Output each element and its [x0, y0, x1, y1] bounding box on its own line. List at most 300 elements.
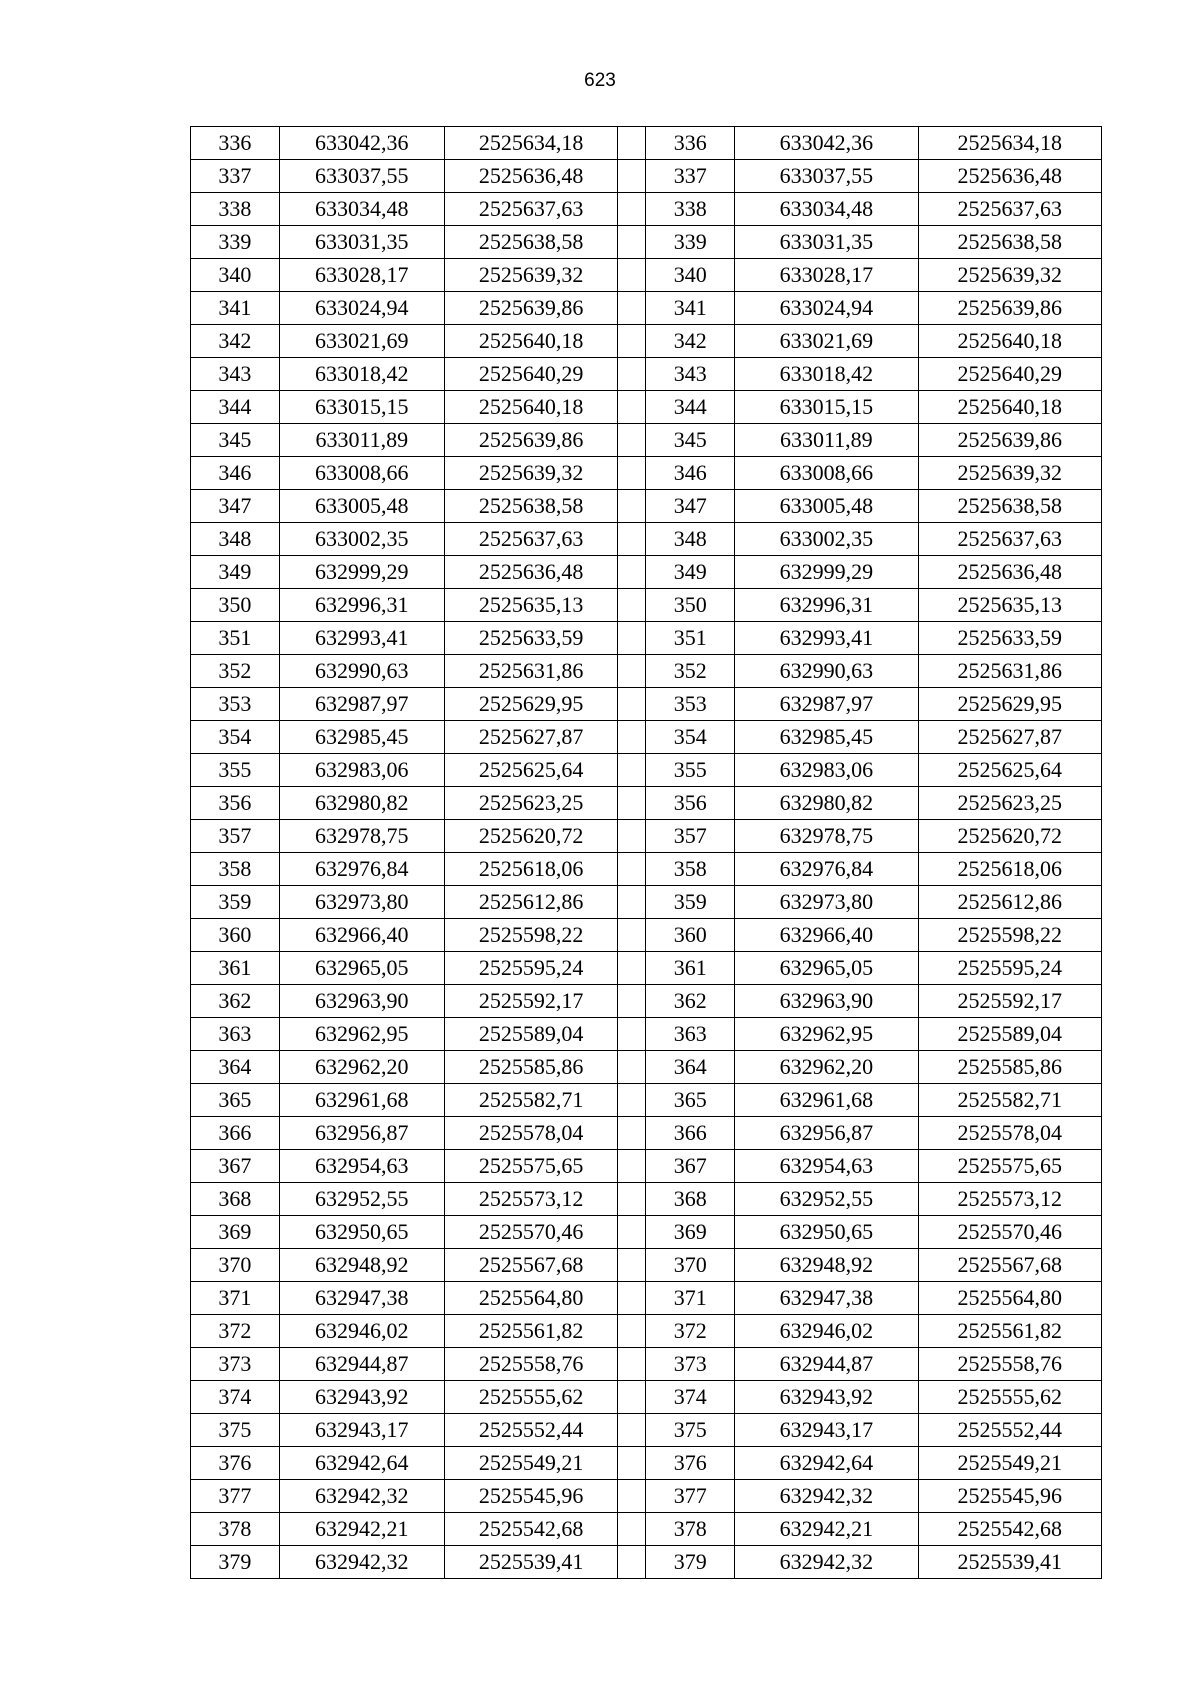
right-point-number: 361	[646, 952, 735, 985]
right-point-number: 359	[646, 886, 735, 919]
table-row	[191, 1381, 1102, 1414]
left-x-coordinate: 633024,94	[279, 292, 444, 325]
right-x-coordinate: 632966,40	[735, 919, 918, 952]
left-x-coordinate: 632963,90	[279, 985, 444, 1018]
left-y-coordinate: 2525631,86	[444, 655, 617, 688]
right-point-number: 348	[646, 523, 735, 556]
left-y-coordinate: 2525639,86	[444, 292, 617, 325]
right-x-coordinate: 633008,66	[735, 457, 918, 490]
right-point-number: 347	[646, 490, 735, 523]
right-y-coordinate: 2525627,87	[918, 721, 1101, 754]
right-y-coordinate: 2525638,58	[918, 226, 1101, 259]
left-x-coordinate: 632962,20	[279, 1051, 444, 1084]
left-x-coordinate: 632954,63	[279, 1150, 444, 1183]
right-y-coordinate: 2525612,86	[918, 886, 1101, 919]
table-row	[191, 226, 1102, 259]
table-row	[191, 886, 1102, 919]
right-point-number: 336	[646, 127, 735, 160]
left-point-number: 355	[191, 754, 280, 787]
left-x-coordinate: 633005,48	[279, 490, 444, 523]
right-y-coordinate: 2525549,21	[918, 1447, 1101, 1480]
column-gap	[618, 325, 646, 358]
right-y-coordinate: 2525585,86	[918, 1051, 1101, 1084]
right-point-number: 370	[646, 1249, 735, 1282]
table-row	[191, 853, 1102, 886]
table-row	[191, 1249, 1102, 1282]
left-y-coordinate: 2525637,63	[444, 193, 617, 226]
right-point-number: 340	[646, 259, 735, 292]
left-y-coordinate: 2525589,04	[444, 1018, 617, 1051]
right-y-coordinate: 2525640,29	[918, 358, 1101, 391]
column-gap	[618, 1414, 646, 1447]
right-y-coordinate: 2525638,58	[918, 490, 1101, 523]
right-x-coordinate: 633024,94	[735, 292, 918, 325]
column-gap	[618, 1315, 646, 1348]
right-x-coordinate: 633011,89	[735, 424, 918, 457]
right-x-coordinate: 632946,02	[735, 1315, 918, 1348]
table-row	[191, 127, 1102, 160]
left-point-number: 367	[191, 1150, 280, 1183]
left-x-coordinate: 633002,35	[279, 523, 444, 556]
right-x-coordinate: 632956,87	[735, 1117, 918, 1150]
left-y-coordinate: 2525633,59	[444, 622, 617, 655]
column-gap	[618, 787, 646, 820]
left-point-number: 364	[191, 1051, 280, 1084]
right-y-coordinate: 2525635,13	[918, 589, 1101, 622]
left-point-number: 372	[191, 1315, 280, 1348]
right-x-coordinate: 633037,55	[735, 160, 918, 193]
right-y-coordinate: 2525598,22	[918, 919, 1101, 952]
table-row	[191, 1084, 1102, 1117]
left-x-coordinate: 633011,89	[279, 424, 444, 457]
left-y-coordinate: 2525638,58	[444, 226, 617, 259]
left-point-number: 378	[191, 1513, 280, 1546]
left-x-coordinate: 632999,29	[279, 556, 444, 589]
right-x-coordinate: 632978,75	[735, 820, 918, 853]
left-y-coordinate: 2525539,41	[444, 1546, 617, 1579]
left-point-number: 368	[191, 1183, 280, 1216]
left-y-coordinate: 2525639,32	[444, 457, 617, 490]
right-y-coordinate: 2525636,48	[918, 160, 1101, 193]
right-y-coordinate: 2525639,86	[918, 292, 1101, 325]
table-row	[191, 292, 1102, 325]
column-gap	[618, 1513, 646, 1546]
right-x-coordinate: 633031,35	[735, 226, 918, 259]
left-x-coordinate: 632962,95	[279, 1018, 444, 1051]
table-row	[191, 259, 1102, 292]
right-x-coordinate: 632942,32	[735, 1546, 918, 1579]
left-point-number: 370	[191, 1249, 280, 1282]
left-x-coordinate: 632942,21	[279, 1513, 444, 1546]
column-gap	[618, 1348, 646, 1381]
left-x-coordinate: 632952,55	[279, 1183, 444, 1216]
right-point-number: 338	[646, 193, 735, 226]
right-x-coordinate: 632976,84	[735, 853, 918, 886]
left-y-coordinate: 2525549,21	[444, 1447, 617, 1480]
right-x-coordinate: 632942,32	[735, 1480, 918, 1513]
right-y-coordinate: 2525618,06	[918, 853, 1101, 886]
table-row	[191, 490, 1102, 523]
left-y-coordinate: 2525545,96	[444, 1480, 617, 1513]
right-x-coordinate: 632961,68	[735, 1084, 918, 1117]
right-point-number: 379	[646, 1546, 735, 1579]
column-gap	[618, 655, 646, 688]
right-point-number: 368	[646, 1183, 735, 1216]
left-point-number: 361	[191, 952, 280, 985]
right-point-number: 342	[646, 325, 735, 358]
right-x-coordinate: 632993,41	[735, 622, 918, 655]
left-x-coordinate: 633008,66	[279, 457, 444, 490]
left-point-number: 375	[191, 1414, 280, 1447]
left-point-number: 350	[191, 589, 280, 622]
coordinates-table	[190, 126, 1102, 1579]
column-gap	[618, 457, 646, 490]
column-gap	[618, 259, 646, 292]
right-point-number: 349	[646, 556, 735, 589]
left-point-number: 349	[191, 556, 280, 589]
left-y-coordinate: 2525575,65	[444, 1150, 617, 1183]
right-y-coordinate: 2525558,76	[918, 1348, 1101, 1381]
column-gap	[618, 853, 646, 886]
left-x-coordinate: 632950,65	[279, 1216, 444, 1249]
left-y-coordinate: 2525542,68	[444, 1513, 617, 1546]
left-point-number: 345	[191, 424, 280, 457]
right-x-coordinate: 633028,17	[735, 259, 918, 292]
column-gap	[618, 1150, 646, 1183]
table-row	[191, 1480, 1102, 1513]
column-gap	[618, 424, 646, 457]
table-row	[191, 1513, 1102, 1546]
left-y-coordinate: 2525639,32	[444, 259, 617, 292]
left-point-number: 358	[191, 853, 280, 886]
right-y-coordinate: 2525582,71	[918, 1084, 1101, 1117]
left-x-coordinate: 632965,05	[279, 952, 444, 985]
left-point-number: 371	[191, 1282, 280, 1315]
left-point-number: 336	[191, 127, 280, 160]
table-row	[191, 391, 1102, 424]
right-y-coordinate: 2525640,18	[918, 391, 1101, 424]
left-x-coordinate: 632987,97	[279, 688, 444, 721]
right-y-coordinate: 2525629,95	[918, 688, 1101, 721]
right-y-coordinate: 2525633,59	[918, 622, 1101, 655]
left-y-coordinate: 2525567,68	[444, 1249, 617, 1282]
left-y-coordinate: 2525564,80	[444, 1282, 617, 1315]
right-y-coordinate: 2525620,72	[918, 820, 1101, 853]
column-gap	[618, 886, 646, 919]
right-point-number: 346	[646, 457, 735, 490]
left-x-coordinate: 632942,64	[279, 1447, 444, 1480]
right-point-number: 350	[646, 589, 735, 622]
table-row	[191, 1216, 1102, 1249]
left-y-coordinate: 2525558,76	[444, 1348, 617, 1381]
left-y-coordinate: 2525612,86	[444, 886, 617, 919]
left-point-number: 357	[191, 820, 280, 853]
right-x-coordinate: 632952,55	[735, 1183, 918, 1216]
left-x-coordinate: 632978,75	[279, 820, 444, 853]
right-point-number: 353	[646, 688, 735, 721]
table-row	[191, 160, 1102, 193]
column-gap	[618, 490, 646, 523]
left-x-coordinate: 632943,92	[279, 1381, 444, 1414]
right-point-number: 358	[646, 853, 735, 886]
left-x-coordinate: 632944,87	[279, 1348, 444, 1381]
right-point-number: 362	[646, 985, 735, 1018]
right-x-coordinate: 632942,64	[735, 1447, 918, 1480]
right-x-coordinate: 632990,63	[735, 655, 918, 688]
column-gap	[618, 556, 646, 589]
column-gap	[618, 688, 646, 721]
column-gap	[618, 985, 646, 1018]
right-x-coordinate: 632987,97	[735, 688, 918, 721]
column-gap	[618, 1216, 646, 1249]
left-point-number: 376	[191, 1447, 280, 1480]
table-row	[191, 556, 1102, 589]
left-point-number: 341	[191, 292, 280, 325]
left-point-number: 359	[191, 886, 280, 919]
right-x-coordinate: 633002,35	[735, 523, 918, 556]
column-gap	[618, 292, 646, 325]
table-row	[191, 787, 1102, 820]
left-x-coordinate: 632966,40	[279, 919, 444, 952]
left-point-number: 351	[191, 622, 280, 655]
right-point-number: 344	[646, 391, 735, 424]
left-point-number: 338	[191, 193, 280, 226]
left-y-coordinate: 2525627,87	[444, 721, 617, 754]
right-y-coordinate: 2525639,86	[918, 424, 1101, 457]
right-point-number: 367	[646, 1150, 735, 1183]
table-row	[191, 1282, 1102, 1315]
right-point-number: 364	[646, 1051, 735, 1084]
left-y-coordinate: 2525578,04	[444, 1117, 617, 1150]
left-y-coordinate: 2525640,18	[444, 391, 617, 424]
table-row	[191, 325, 1102, 358]
right-x-coordinate: 632943,92	[735, 1381, 918, 1414]
left-y-coordinate: 2525592,17	[444, 985, 617, 1018]
left-y-coordinate: 2525625,64	[444, 754, 617, 787]
right-y-coordinate: 2525637,63	[918, 523, 1101, 556]
right-point-number: 345	[646, 424, 735, 457]
table-row	[191, 985, 1102, 1018]
right-y-coordinate: 2525640,18	[918, 325, 1101, 358]
left-x-coordinate: 632942,32	[279, 1546, 444, 1579]
left-point-number: 337	[191, 160, 280, 193]
left-y-coordinate: 2525552,44	[444, 1414, 617, 1447]
left-point-number: 379	[191, 1546, 280, 1579]
right-y-coordinate: 2525595,24	[918, 952, 1101, 985]
table-row	[191, 721, 1102, 754]
right-x-coordinate: 632980,82	[735, 787, 918, 820]
right-x-coordinate: 632973,80	[735, 886, 918, 919]
left-x-coordinate: 633021,69	[279, 325, 444, 358]
right-point-number: 374	[646, 1381, 735, 1414]
right-y-coordinate: 2525639,32	[918, 457, 1101, 490]
right-point-number: 373	[646, 1348, 735, 1381]
left-x-coordinate: 633028,17	[279, 259, 444, 292]
right-x-coordinate: 632944,87	[735, 1348, 918, 1381]
left-point-number: 342	[191, 325, 280, 358]
table-row	[191, 1117, 1102, 1150]
table-row	[191, 589, 1102, 622]
right-point-number: 352	[646, 655, 735, 688]
left-y-coordinate: 2525555,62	[444, 1381, 617, 1414]
right-point-number: 360	[646, 919, 735, 952]
column-gap	[618, 721, 646, 754]
left-point-number: 352	[191, 655, 280, 688]
left-x-coordinate: 633031,35	[279, 226, 444, 259]
left-x-coordinate: 633015,15	[279, 391, 444, 424]
column-gap	[618, 589, 646, 622]
right-x-coordinate: 632943,17	[735, 1414, 918, 1447]
left-x-coordinate: 633018,42	[279, 358, 444, 391]
left-y-coordinate: 2525573,12	[444, 1183, 617, 1216]
column-gap	[618, 754, 646, 787]
left-x-coordinate: 632948,92	[279, 1249, 444, 1282]
right-y-coordinate: 2525542,68	[918, 1513, 1101, 1546]
left-point-number: 356	[191, 787, 280, 820]
right-point-number: 377	[646, 1480, 735, 1513]
right-x-coordinate: 633015,15	[735, 391, 918, 424]
left-point-number: 344	[191, 391, 280, 424]
table-row	[191, 655, 1102, 688]
right-y-coordinate: 2525592,17	[918, 985, 1101, 1018]
column-gap	[618, 919, 646, 952]
right-point-number: 369	[646, 1216, 735, 1249]
right-point-number: 365	[646, 1084, 735, 1117]
table-row	[191, 919, 1102, 952]
left-y-coordinate: 2525636,48	[444, 556, 617, 589]
left-x-coordinate: 632973,80	[279, 886, 444, 919]
column-gap	[618, 1051, 646, 1084]
left-y-coordinate: 2525585,86	[444, 1051, 617, 1084]
right-y-coordinate: 2525589,04	[918, 1018, 1101, 1051]
left-y-coordinate: 2525629,95	[444, 688, 617, 721]
column-gap	[618, 1282, 646, 1315]
left-y-coordinate: 2525638,58	[444, 490, 617, 523]
column-gap	[618, 952, 646, 985]
column-gap	[618, 1183, 646, 1216]
column-gap	[618, 622, 646, 655]
left-y-coordinate: 2525637,63	[444, 523, 617, 556]
left-point-number: 365	[191, 1084, 280, 1117]
column-gap	[618, 1084, 646, 1117]
table-row	[191, 1546, 1102, 1579]
left-y-coordinate: 2525636,48	[444, 160, 617, 193]
column-gap	[618, 523, 646, 556]
left-point-number: 377	[191, 1480, 280, 1513]
table-row	[191, 1414, 1102, 1447]
right-y-coordinate: 2525539,41	[918, 1546, 1101, 1579]
left-point-number: 363	[191, 1018, 280, 1051]
right-point-number: 351	[646, 622, 735, 655]
right-x-coordinate: 632948,92	[735, 1249, 918, 1282]
right-y-coordinate: 2525636,48	[918, 556, 1101, 589]
table-row	[191, 457, 1102, 490]
left-y-coordinate: 2525639,86	[444, 424, 617, 457]
table-row	[191, 424, 1102, 457]
table-body	[191, 127, 1102, 1579]
right-point-number: 356	[646, 787, 735, 820]
right-x-coordinate: 632996,31	[735, 589, 918, 622]
left-y-coordinate: 2525640,29	[444, 358, 617, 391]
right-point-number: 366	[646, 1117, 735, 1150]
right-x-coordinate: 632962,95	[735, 1018, 918, 1051]
column-gap	[618, 127, 646, 160]
table-row	[191, 1018, 1102, 1051]
column-gap	[618, 1546, 646, 1579]
column-gap	[618, 160, 646, 193]
table-row	[191, 1315, 1102, 1348]
column-gap	[618, 1117, 646, 1150]
right-x-coordinate: 632954,63	[735, 1150, 918, 1183]
right-x-coordinate: 632985,45	[735, 721, 918, 754]
left-x-coordinate: 632993,41	[279, 622, 444, 655]
left-x-coordinate: 632996,31	[279, 589, 444, 622]
table-row	[191, 1348, 1102, 1381]
right-y-coordinate: 2525575,65	[918, 1150, 1101, 1183]
table-row	[191, 1051, 1102, 1084]
right-y-coordinate: 2525573,12	[918, 1183, 1101, 1216]
left-x-coordinate: 632980,82	[279, 787, 444, 820]
left-x-coordinate: 632956,87	[279, 1117, 444, 1150]
column-gap	[618, 1018, 646, 1051]
table-row	[191, 820, 1102, 853]
right-point-number: 355	[646, 754, 735, 787]
column-gap	[618, 193, 646, 226]
column-gap	[618, 1249, 646, 1282]
left-point-number: 360	[191, 919, 280, 952]
left-y-coordinate: 2525595,24	[444, 952, 617, 985]
right-y-coordinate: 2525545,96	[918, 1480, 1101, 1513]
left-point-number: 374	[191, 1381, 280, 1414]
left-point-number: 369	[191, 1216, 280, 1249]
left-x-coordinate: 632983,06	[279, 754, 444, 787]
left-y-coordinate: 2525634,18	[444, 127, 617, 160]
right-x-coordinate: 633042,36	[735, 127, 918, 160]
left-point-number: 348	[191, 523, 280, 556]
right-y-coordinate: 2525639,32	[918, 259, 1101, 292]
left-x-coordinate: 632961,68	[279, 1084, 444, 1117]
left-x-coordinate: 632943,17	[279, 1414, 444, 1447]
left-y-coordinate: 2525620,72	[444, 820, 617, 853]
column-gap	[618, 1447, 646, 1480]
left-y-coordinate: 2525582,71	[444, 1084, 617, 1117]
left-point-number: 373	[191, 1348, 280, 1381]
left-y-coordinate: 2525561,82	[444, 1315, 617, 1348]
left-point-number: 362	[191, 985, 280, 1018]
right-x-coordinate: 633005,48	[735, 490, 918, 523]
left-point-number: 354	[191, 721, 280, 754]
right-y-coordinate: 2525623,25	[918, 787, 1101, 820]
right-x-coordinate: 632999,29	[735, 556, 918, 589]
right-point-number: 339	[646, 226, 735, 259]
column-gap	[618, 1480, 646, 1513]
right-y-coordinate: 2525555,62	[918, 1381, 1101, 1414]
left-y-coordinate: 2525635,13	[444, 589, 617, 622]
left-x-coordinate: 633042,36	[279, 127, 444, 160]
right-x-coordinate: 632942,21	[735, 1513, 918, 1546]
right-x-coordinate: 632947,38	[735, 1282, 918, 1315]
right-y-coordinate: 2525625,64	[918, 754, 1101, 787]
right-x-coordinate: 633021,69	[735, 325, 918, 358]
left-x-coordinate: 632947,38	[279, 1282, 444, 1315]
table-row	[191, 754, 1102, 787]
left-point-number: 347	[191, 490, 280, 523]
right-point-number: 341	[646, 292, 735, 325]
table-row	[191, 358, 1102, 391]
right-x-coordinate: 632963,90	[735, 985, 918, 1018]
left-y-coordinate: 2525640,18	[444, 325, 617, 358]
right-x-coordinate: 632962,20	[735, 1051, 918, 1084]
